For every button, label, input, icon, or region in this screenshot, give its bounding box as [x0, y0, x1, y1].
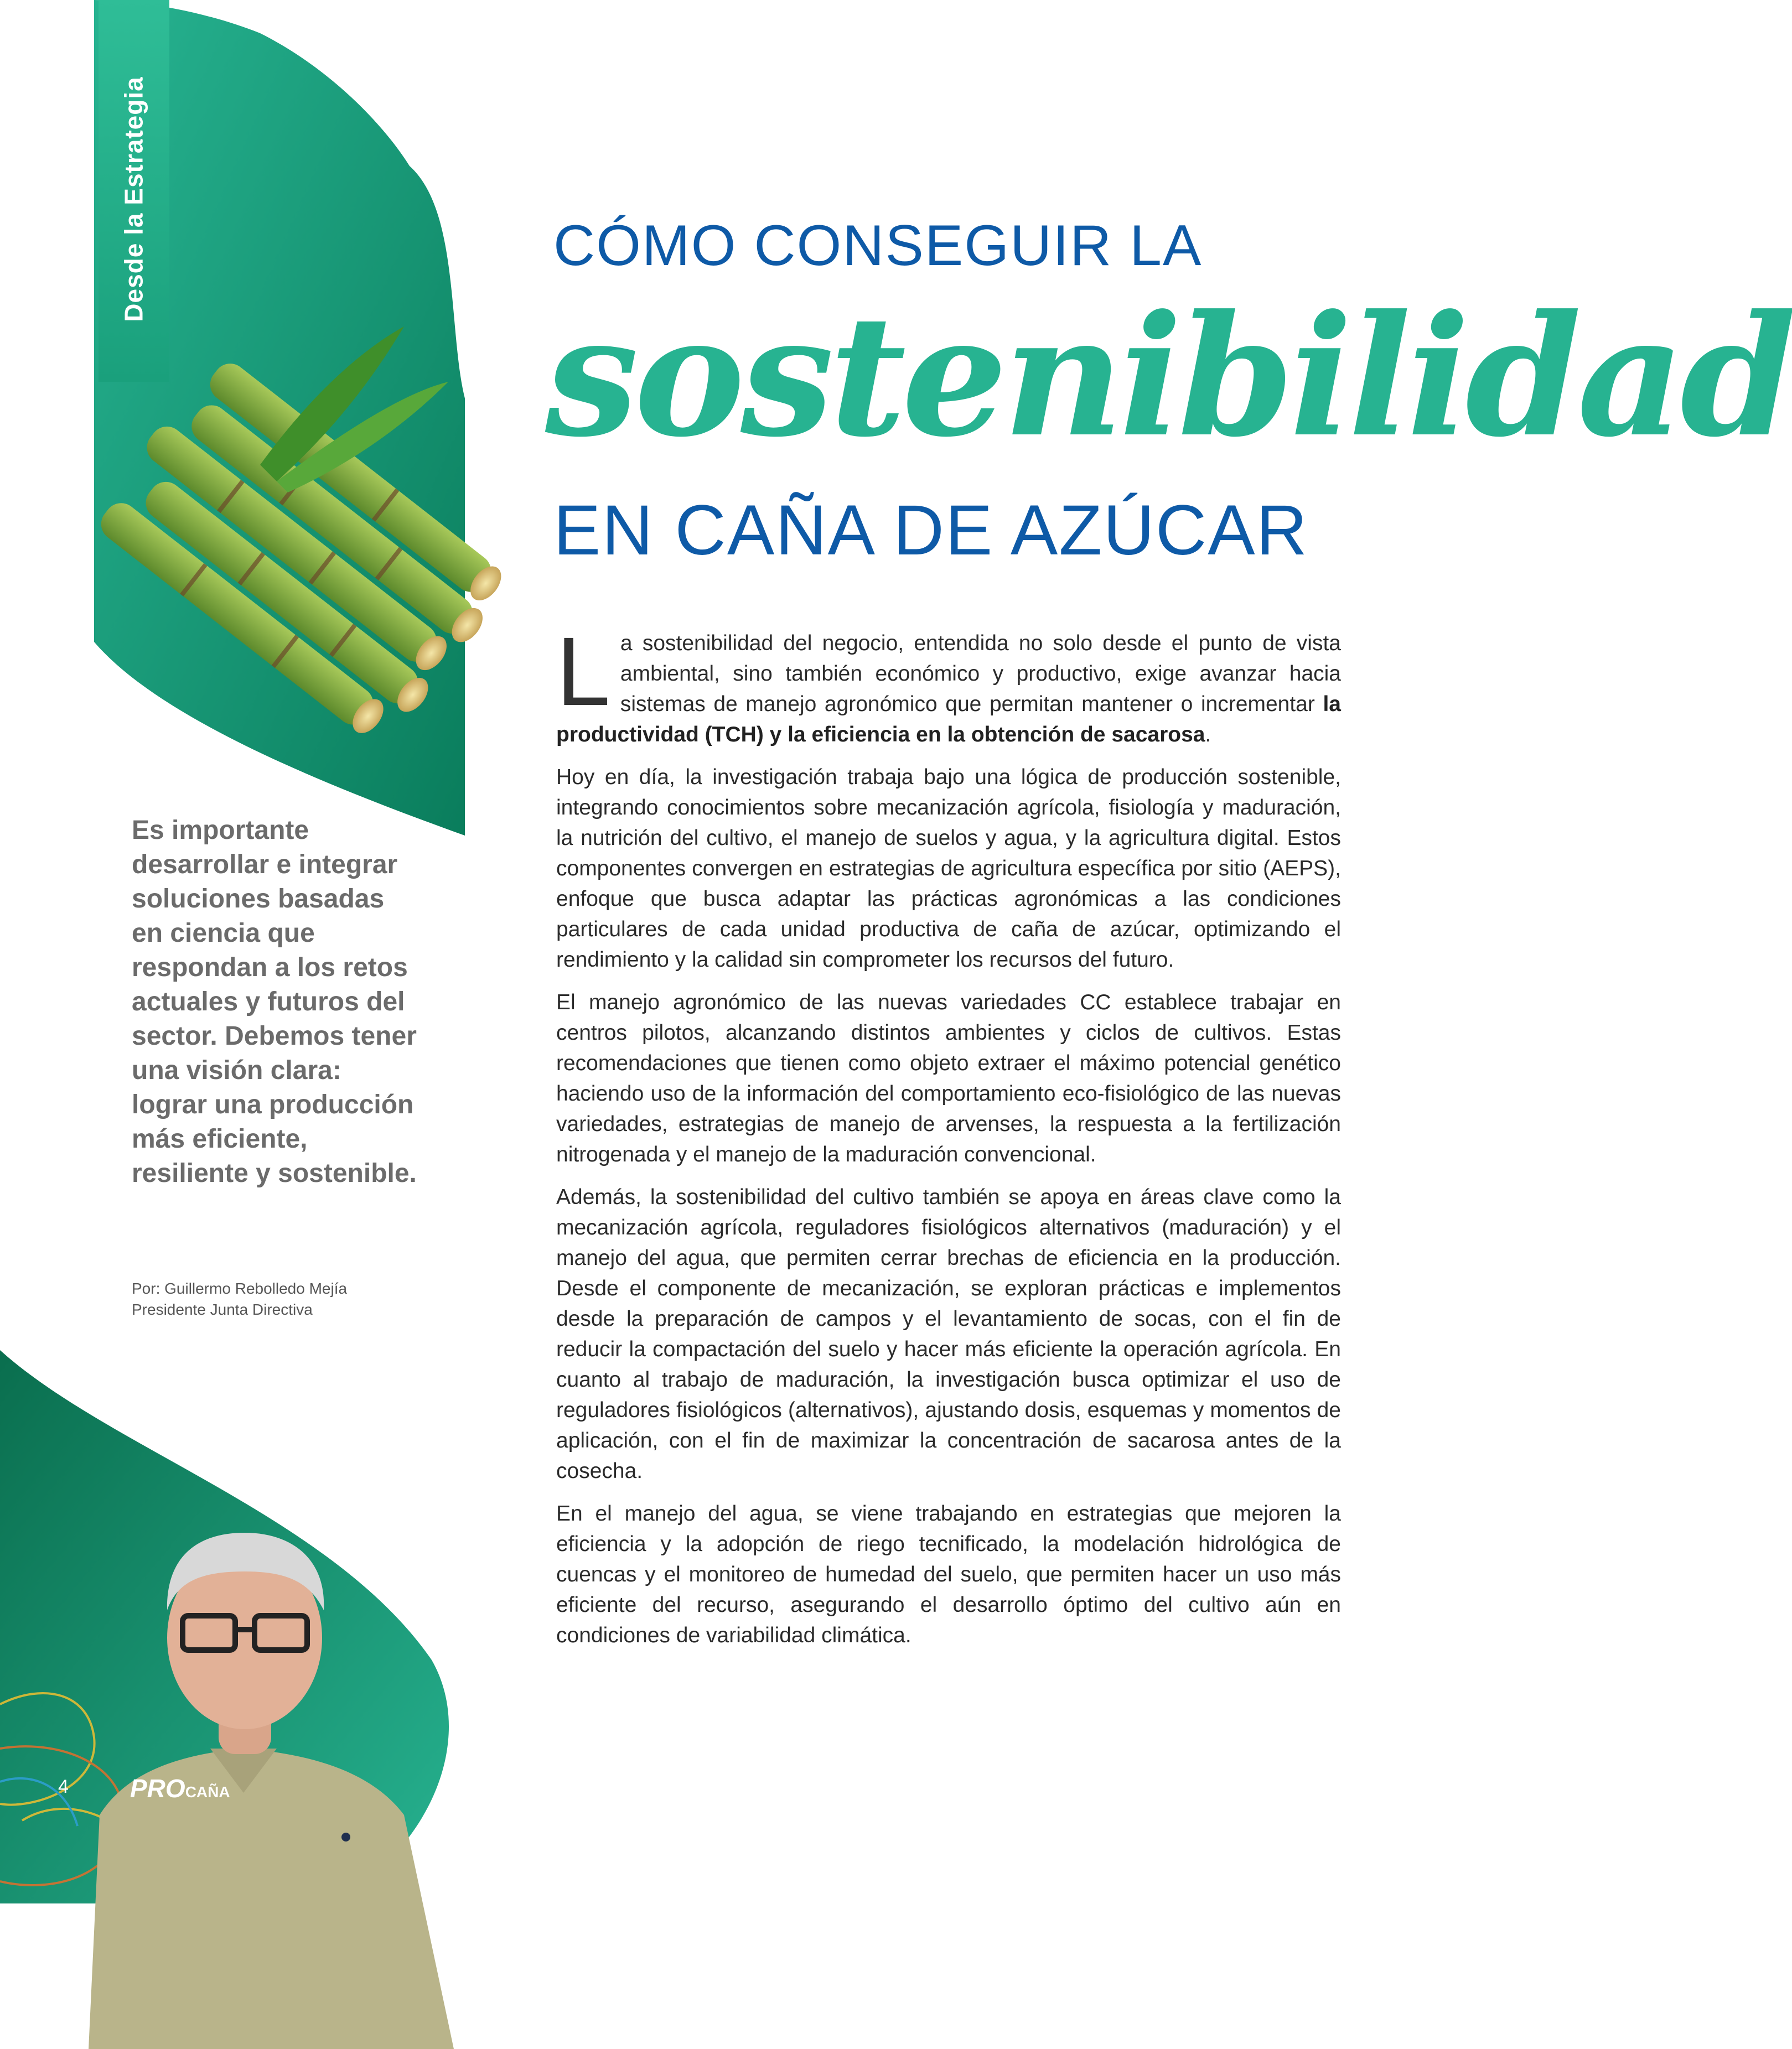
- page-number: 4: [58, 1776, 69, 1797]
- byline-author: Por: Guillermo Rebolledo Mejía: [132, 1280, 348, 1297]
- procana-logo: [130, 1773, 230, 1803]
- body-paragraph-2: El manejo agronómico de las nuevas variedades CC establece trabajar en centros pilotos, alcanzando distintos ambientes y ciclos de cultivos. Estas recomendaciones que tienen como objeto extraer el máximo potencial genético haciendo uso de la información del comportamiento eco-fisiológico de las nuevas variedades, estrategias de manejo de arvenses, la respuesta a la fertilización nitrogenada y el manejo de la maduración convencional.: [556, 990, 1341, 1166]
- byline: [132, 1278, 419, 1320]
- author-portrait: [0, 1350, 553, 2049]
- body-paragraph-3: Además, la sostenibilidad del cultivo también se apoya en áreas clave como la mecanización agrícola, reguladores fisiológicos alternativos (maduración) y el manejo del agua, que permiten cerrar brechas de eficiencia en la producción. Desde el componente de mecanización, se exploran prácticas e implementos desde la preparación de campos y el levantamiento de socas, con el fin de reducir la compactación del suelo y hacer más eficiente la operación agrícola. En cuanto al trabajo de maduración, la investigación busca optimizar el uso de reguladores fisiológicos (alternativos), ajustando dosis, esquemas y momentos de aplicación, con el fin de maximizar la concentración de sacarosa antes de la cosecha.: [556, 1185, 1341, 1483]
- intro-bold-text: la productividad (TCH) y la eficiencia en la obtención de sacarosa: [556, 692, 1341, 746]
- article-body: [556, 618, 1341, 1663]
- pull-quote: Es importante desarrollar e integrar soluciones basadas en ciencia que respondan a los retos actuales y futuros del sector. Debemos tener una visión clara: lograr una producción más eficiente, resiliente y sostenible.: [132, 816, 417, 1188]
- intro-paragraph: [556, 618, 1341, 750]
- body-paragraph-1: Hoy en día, la investigación trabaja bajo una lógica de producción sostenible, integrando conocimientos sobre mecanización agrícola, fisiología y maduración, la nutrición del cultivo, el manejo de suelos y agua, y la agricultura digital. Estos componentes convergen en estrategias de agricultura específica por sitio (AEPS), enfoque que busca adaptar las prácticas agronómicas a las condiciones particulares de cada unidad productiva de caña de azúcar, optimizando el rendimiento y la calidad sin comprometer los recursos del futuro.: [556, 765, 1341, 972]
- byline-role: Presidente Junta Directiva: [132, 1301, 313, 1318]
- title-line-1: CÓMO CONSEGUIR LA: [553, 214, 1203, 278]
- logo-cana: CAÑA: [185, 1783, 230, 1801]
- title-line-3: EN CAÑA DE AZÚCAR: [553, 491, 1309, 570]
- body-paragraph-4: En el manejo del agua, se viene trabajando en estrategias que mejoren la eficiencia y la adopción de riego tecnificado, la modelación hidrológica de cuencas y el monitoreo de humedad del suelo, que permiten hacer un uso más eficiente del recurso, asegurando el desarrollo óptimo del cultivo aún en condiciones de variabilidad climática.: [556, 1502, 1341, 1647]
- drop-cap: L: [556, 618, 610, 726]
- logo-pro: PRO: [130, 1774, 185, 1803]
- intro-end: .: [1205, 723, 1211, 746]
- title-script-word: sostenibilidad: [545, 278, 1792, 474]
- sugarcane-illustration: [94, 321, 526, 775]
- section-label: Desde la Estrategia: [120, 76, 149, 322]
- intro-text: a sostenibilidad del negocio, entendida no solo desde el punto de vista ambiental, sino también económico y productivo, exige avanzar hacia sistemas de manejo agronómico que permitan mantener o incrementar: [620, 631, 1341, 716]
